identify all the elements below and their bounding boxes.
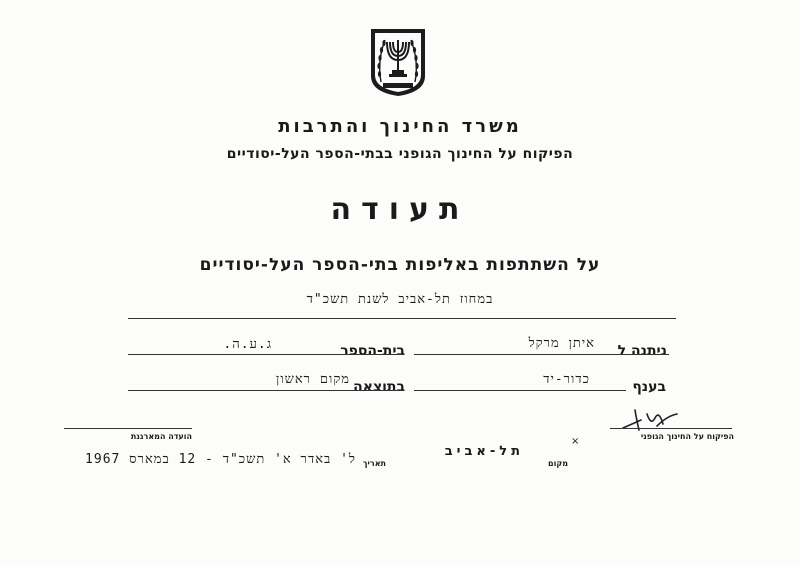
- stray-mark: ×: [571, 436, 580, 447]
- divider-line: [128, 318, 676, 319]
- ministry-name: משרד החינוך והתרבות: [278, 116, 522, 137]
- committee-signature-line: [64, 428, 192, 429]
- branch-value: כדור-יד: [543, 372, 590, 387]
- date-label: תאריך: [362, 459, 386, 468]
- branch-label: בענף: [632, 379, 666, 395]
- result-underline: [128, 390, 403, 391]
- school-label: בית-הספר: [340, 343, 405, 359]
- region-year-line: במחוז תל-אביב לשנת תשכ"ד: [306, 292, 494, 307]
- supervision-signature-line: [610, 428, 732, 429]
- given-to-value: איתן מרקל: [528, 336, 595, 351]
- given-to-underline: [414, 354, 669, 355]
- result-label: בתוצאה: [353, 379, 405, 395]
- state-emblem-icon: [367, 26, 429, 98]
- place-label: מקום: [548, 459, 568, 468]
- school-underline: [128, 354, 403, 355]
- place-value: תל-אביב: [444, 444, 524, 459]
- committee-label: הועדה המארגנת: [130, 432, 192, 441]
- given-to-label: ניתנה ל: [617, 343, 667, 359]
- certificate-title: תעודה: [330, 192, 470, 227]
- date-value: ל' באדר א' תשכ"ד - 12 במארס 1967: [85, 452, 356, 467]
- result-value: מקום ראשון: [276, 372, 350, 387]
- branch-underline: [414, 390, 626, 391]
- supervision-department: הפיקוח על החינוך הגופני בבתי-הספר העל-יסודיים: [226, 146, 574, 162]
- supervision-signature-label: הפיקוח על החינוך הגופני: [640, 432, 734, 441]
- school-value: ג.ע.ה.: [223, 337, 272, 352]
- certificate-subtitle: על השתתפות באליפות בתי-הספר העל-יסודיים: [199, 255, 601, 275]
